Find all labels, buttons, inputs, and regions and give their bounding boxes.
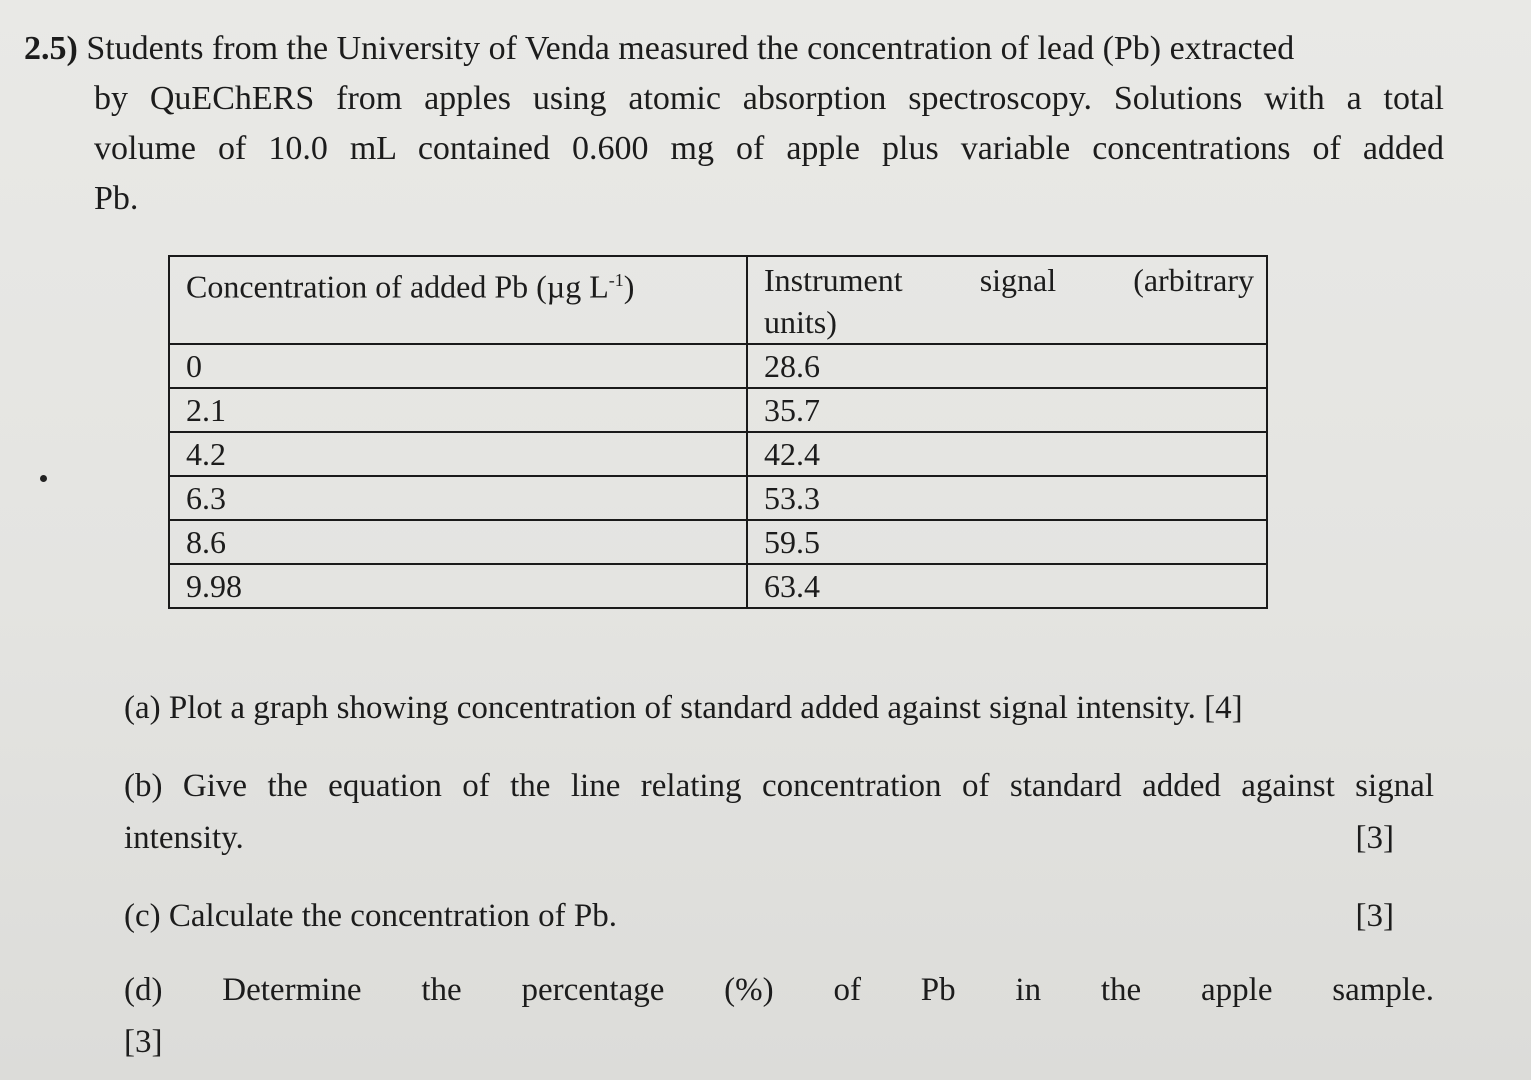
- signal-header: Instrument signal (arbitrary units): [747, 256, 1267, 344]
- signal-cell: 42.4: [747, 432, 1267, 476]
- conc-cell: 4.2: [169, 432, 747, 476]
- conc-cell: 6.3: [169, 476, 747, 520]
- question-c: (c) Calculate the concentration of Pb. [3]: [124, 890, 1434, 942]
- data-table: [168, 255, 1268, 609]
- conc-cell: 0: [169, 344, 747, 388]
- table-row: [169, 344, 1267, 388]
- signal-cell: 53.3: [747, 476, 1267, 520]
- signal-cell: 63.4: [747, 564, 1267, 608]
- intro-line-4: Pb.: [94, 180, 139, 217]
- signal-cell: 59.5: [747, 520, 1267, 564]
- conc-cell: 9.98: [169, 564, 747, 608]
- intro-line-3: volume of 10.0 mL contained 0.600 mg of apple plus variable concentrations of added: [94, 130, 1444, 167]
- table-row: [169, 388, 1267, 432]
- table-row: [169, 564, 1267, 608]
- table-row: [169, 432, 1267, 476]
- question-d-line-1: (d) Determine the percentage (%) of Pb in the apple sample.: [124, 972, 1434, 1008]
- question-number: 2.5): [24, 30, 78, 67]
- bullet-dot: [40, 475, 47, 482]
- table-row: [169, 476, 1267, 520]
- question-d: [124, 964, 1434, 1068]
- conc-cell: 8.6: [169, 520, 747, 564]
- question-b-line-1: (b) Give the equation of the line relating concentration of standard added against signal: [124, 768, 1434, 804]
- table-header-row: [169, 256, 1267, 344]
- question-b: [124, 760, 1434, 864]
- question-intro: [24, 24, 1444, 224]
- signal-cell: 28.6: [747, 344, 1267, 388]
- question-a: (a) Plot a graph showing concentration of standard added against signal intensity. [4]: [124, 690, 1243, 726]
- table-row: [169, 520, 1267, 564]
- question-d-marks: [3]: [124, 1024, 163, 1060]
- signal-cell: 35.7: [747, 388, 1267, 432]
- intro-line-2: by QuEChERS from apples using atomic absorption spectroscopy. Solutions with a total: [94, 80, 1444, 117]
- question-b-marks: [3]: [1355, 820, 1394, 856]
- question-b-line-2: intensity. [3]: [124, 812, 1434, 864]
- question-c-marks: [3]: [1355, 898, 1394, 934]
- intro-line-1: 2.5) Students from the University of Venda measured the concentration of lead (Pb) extracted: [24, 30, 1295, 67]
- conc-cell: 2.1: [169, 388, 747, 432]
- concentration-header: Concentration of added Pb (µg $L^{-1}$): [169, 256, 747, 344]
